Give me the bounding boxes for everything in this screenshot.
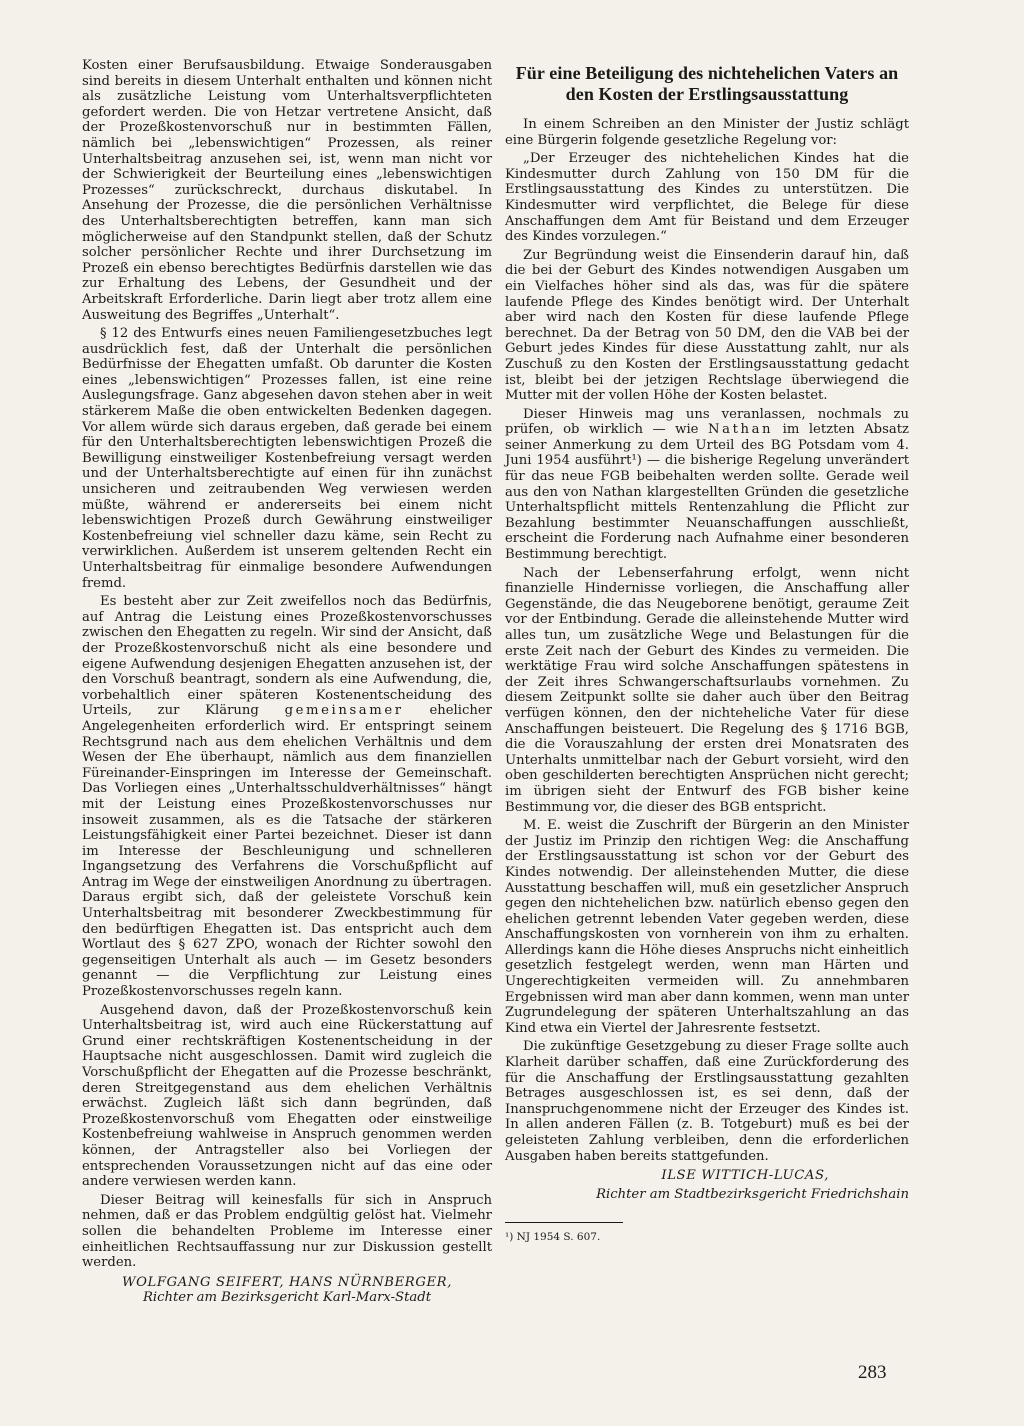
right-paragraph-4 <box>505 407 909 563</box>
right-paragraph-quote: „Der Erzeuger des nichtehelichen Kindes hat die Kindesmutter durch Zahlung von 150 DM für die Erstlingsausstattung des Kindes zu unterstützen. Die Kindesmutter wird verpflichtet, die Belege für diese Anschaffungen dem Amt für Beistand und dem Erzeuger des Kindes vorzulegen.“ <box>505 151 909 245</box>
emphasis-gemeinsamer: gemeinsamer <box>284 703 404 719</box>
right-paragraph-5: Nach der Lebenserfahrung erfolgt, wenn nicht finanzielle Hindernisse vorliegen, die Anschaffung aller Gegenstände, die das Neugeborene benötigt, geraume Zeit vor der Entbindung. Gerade die alleinstehende Mutter wird alles tun, um zusätzliche Wege und Belastungen für die erste Zeit nach der Geburt des Kindes zu vermeiden. Die werktätige Frau wird solche Anschaffungen spätestens in der Zeit ihres Schwangerschaftsurlaubs vornehmen. Zu diesem Zeitpunkt sollte sie daher auch über den Beitrag verfügen können, den der nichteheliche Vater für diese Anschaffungen beisteuert. Die Regelung des § 1716 BGB, die die Vorauszahlung der ersten drei Monatsraten des Unterhalts unmittelbar nach der Geburt vorsieht, wird den oben geschilderten berechtigten Ansprüchen nicht gerecht; im übrigen sieht der Entwurf des FGB bisher keine Bestimmung vor, die dieser des BGB entspricht. <box>505 565 909 815</box>
left-authors-role: Richter am Bezirksgericht Karl-Marx-Stadt <box>142 1290 431 1306</box>
emphasis-nathan: Nathan <box>707 422 774 438</box>
right-paragraph-3: Zur Begründung weist die Einsenderin darauf hin, daß die bei der Geburt des Kindes notwendigen Ausgaben um ein Vielfaches höher sind als das, was für die spätere laufende Pflege des Kindes benötigt wird. Der Unterhalt aber wird nach den Kosten für diese laufende Pflege berechnet. Da der Betrag von 50 DM, den die VAB bei der Geburt jedes Kindes für diese Ausstattung zahlt, nur als Zuschuß zu den Kosten der Erstlingsausstattung gedacht ist, bleibt bei der jetzigen Rechtslage überwiegend die Mutter mit der vollen Höhe der Kosten belastet. <box>505 247 909 404</box>
right-paragraph-7: Die zukünftige Gesetzgebung zu dieser Frage sollte auch Klarheit darüber schaffen, daß eine Zurückforderung des für die Anschaffung der Erstlingsausstattung gezahlten Betrages ausgeschlossen ist, es sei denn, daß der Inanspruchgenommene nicht der Erzeuger des Kindes ist. In allen anderen Fällen (z. B. Totgeburt) muß es bei der geleisteten Zahlung verbleiben, denn die erforderlichen Ausgaben haben bereits stattgefunden. <box>505 1039 909 1164</box>
right-author: ILSE WITTICH-LUCAS, <box>661 1168 829 1184</box>
right-column <box>505 58 909 1243</box>
left-paragraph-3-part-b: ehelicher Angelegenheiten erforderlich wird. Er entspringt seinem Rechtsgrund nach aus dem ehelichen Verhältnis und dem Wesen der Ehe überhaupt, nämlich aus dem finanziellen Füreinander-Einspringen im Interesse der Gemeinschaft. Das Vorliegen eines „Unterhaltsschuldverhältnisses“ hängt mit der Leistung eines Prozeßkostenvorschusses nur insoweit zusammen, als es die Tatsache der stärkeren Leistungsfähigkeit einer Partei bezeichnet. Dieser ist dann im Interesse der Beschleunigung und schnelleren Ingangsetzung des Verfahrens die Vorschußpflicht auf Antrag im Wege der einstweiligen Anordnung zu übertragen. Daraus ergibt sich, daß der geleistete Vorschuß kein Unterhaltsbeitrag mit besonderer Zweckbestimmung für den bedürftigen Ehegatten ist. Das entspricht auch dem Wortlaut des § 627 ZPO, wonach der Richter sowohl den gegenseitigen Unterhalt als auch — im Gesetz besonders genannt — die Verpflichtung zur Leistung eines Prozeßkostenvorschusses regeln kann. <box>82 703 492 1000</box>
right-paragraph-4-part-a: Dieser Hinweis mag uns veranlassen, nochmals zu prüfen, ob wirklich — wie <box>505 406 909 438</box>
left-paragraph-3 <box>82 594 492 999</box>
left-authors: WOLFGANG SEIFERT, HANS NÜRNBERGER, <box>121 1274 453 1290</box>
right-paragraph-1: In einem Schreiben an den Minister der Justiz schlägt eine Bürgerin folgende gesetzliche Regelung vor: <box>505 117 909 148</box>
left-paragraph-4: Ausgehend davon, daß der Prozeßkostenvorschuß kein Unterhaltsbeitrag ist, wird auch eine Rückerstattung auf Grund einer rechtskräftigen Kostenentscheidung in der Hauptsache nicht ausgeschlossen. Damit wird zugleich die Vorschußpflicht der Ehegatten auf die Prozesse beschränkt, deren Streitgegenstand aus dem ehelichen Verhältnis erwächst. Zugleich läßt sich dann begründen, daß Prozeßkostenvorschuß vom Ehegatten oder einstweilige Kostenbefreiung wahlweise in Anspruch genommen werden können, der Antragsteller also bei Vorliegen der entsprechenden Voraussetzungen nicht auf das eine oder andere verwiesen werden kann. <box>82 1002 492 1190</box>
left-paragraph-5: Dieser Beitrag will keinesfalls für sich in Anspruch nehmen, daß er das Problem endgültig gelöst hat. Vielmehr sollen die behandelten Probleme im Interesse einer einheitlichen Rechtsauffassung nur zur Diskussion gestellt werden. <box>82 1192 492 1271</box>
footnote-rule <box>505 1222 623 1223</box>
article-headline: Für eine Beteiligung des nichtehelichen Vaters an den Kosten der Erstlingsausstattung <box>515 63 899 104</box>
page-number: 283 <box>858 1362 887 1383</box>
right-paragraph-6: M. E. weist die Zuschrift der Bürgerin an den Minister der Justiz im Prinzip den richtigen Weg: die Anschaffung der Erstlingsausstattung ist schon vor der Geburt des Kindes notwendig. Der alleinstehenden Mutter, die diese Ausstattung beschaffen will, muß ein gesetzlicher Anspruch gegen den nichtehelichen bzw. natürlich ebenso gegen den ehelichen getrennt lebenden Vater gegeben werden, diese Anschaffungskosten von vornherein von ihm zu erhalten. Allerdings kann die Höhe dieses Anspruchs nicht einheitlich gesetzlich festgelegt werden, wenn man Härten und Ungerechtigkeiten vermeiden will. Zu annehmbaren Ergebnissen wird man aber dann kommen, wenn man unter Zugrundelegung der späteren Unterhaltszahlung an das Kind etwa ein Viertel der Jahresrente festsetzt. <box>505 818 909 1036</box>
left-paragraph-3-part-a: Es besteht aber zur Zeit zweifellos noch das Bedürfnis, auf Antrag die Leistung eines Prozeßkostenvorschusses zwischen den Ehegatten zu regeln. Wir sind der Ansicht, daß der Prozeßkostenvorschuß nicht als eine besondere und eigene Aufwendung desjenigen Ehegatten anzusehen ist, der den Vorschuß beantragt, sondern als eine Aufwendung, die, vorbehaltlich einer späteren Kostenentscheidung des Urteils, zur Klärung <box>82 594 492 719</box>
right-paragraph-4-part-b: im letzten Absatz seiner Anmerkung zu dem Urteil des BG Potsdam vom 4. Juni 1954 ausführt¹) — die bisherige Regelung unverändert für das neue FGB beibehalten werden sollte. Gerade weil aus den von Nathan klargestellten Gründen die gesetzliche Unterhaltspflicht mittels Rentenzahlung die Pflicht zur Bezahlung bestimmter Neuanschaffungen ausschließt, erscheint die Forderung nach Aufnahme einer besonderen Bestimmung berechtigt. <box>505 422 909 563</box>
right-author-role: Richter am Stadtbezirksgericht Friedrichshain <box>596 1186 909 1202</box>
left-paragraph-2: § 12 des Entwurfs eines neuen Familiengesetzbuches legt ausdrücklich fest, daß der Unterhalt die persönlichen Bedürfnisse der Ehegatten umfaßt. Ob darunter die Kosten eines „lebenswichtigen“ Prozesses fallen, ist eine reine Auslegungsfrage. Ganz abgesehen davon stehen aber in weit stärkerem Maße die oben entwickelten Bedenken dagegen. Vor allem würde sich daraus ergeben, daß gerade bei einem für den Unterhaltsberechtigten lebenswichtigen Prozeß die Bewilligung einstweiliger Kostenbefreiung versagt werden und der Unterhaltsberechtigte auf einen für ihn zunächst unsicheren und zeitraubenden Weg verwiesen werden müßte, während er andererseits bei einem nicht lebenswichtigen Prozeß durch Gewährung einstweiliger Kostenbefreiung viel schneller dazu käme, sein Recht zu verwirklichen. Außerdem ist unserem geltenden Recht ein Unterhaltsbeitrag für einmalige besondere Aufwendungen fremd. <box>82 326 492 591</box>
left-paragraph-1: Kosten einer Berufsausbildung. Etwaige Sonderausgaben sind bereits in diesem Unterhalt enthalten und können nicht als zusätzliche Leistung vom Unterhaltsverpflichteten gefordert werden. Die von Hetzar vertretene Ansicht, daß der Prozeßkostenvorschuß nur in bestimmten Fällen, nämlich bei „lebenswichtigen“ Prozessen, als reiner Unterhaltsbeitrag anzusehen sei, ist, wenn man nicht vor der Schwierigkeit der Beurteilung eines „lebenswichtigen Prozesses“ zurückschreckt, durchaus diskutabel. In Ansehung der Prozesse, die die persönlichen Verhältnisse des Unterhaltsberechtigten betreffen, kann man sich möglicherweise auf den Standpunkt stellen, daß der Schutz solcher persönlicher Rechte und ihrer Durchsetzung im Prozeß ein ebenso berechtigtes Bedürfnis darstellen wie das zur Erhaltung des Lebens, der Gesundheit und der Arbeitskraft Erforderliche. Darin liegt aber trotz allem eine Ausweitung des Begriffes „Unterhalt“. <box>82 58 492 323</box>
left-column <box>82 58 492 1306</box>
footnote: ¹) NJ 1954 S. 607. <box>505 1231 601 1244</box>
